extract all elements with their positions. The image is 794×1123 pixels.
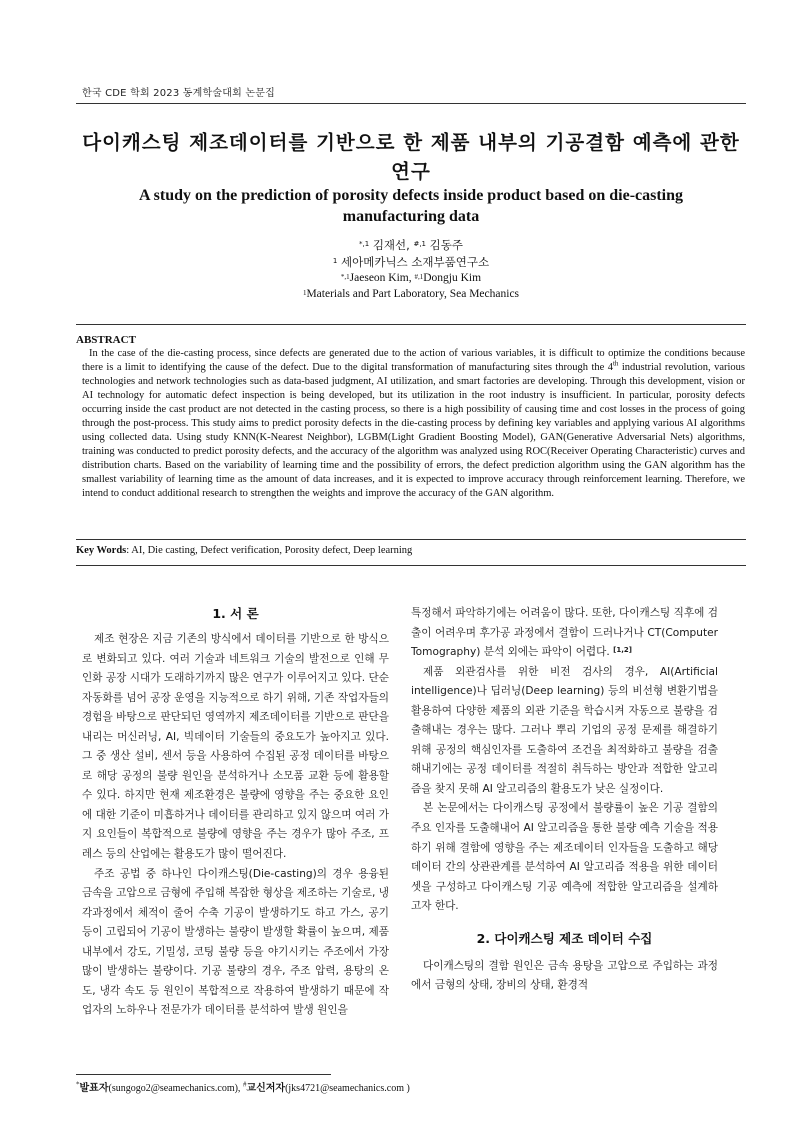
author-names-korean: $^{*,1}$ 김재선, $^{\#,1}$ 김동주: [358, 238, 463, 252]
abstract-bottom-rule: [76, 539, 746, 540]
paper-title-english: A study on the prediction of porosity defects inside product based on die-casting manufacturing data: [138, 187, 684, 225]
section-heading-introduction: 1. 서 론: [212, 606, 259, 621]
running-header: 한국 CDE 학회 2023 동계학술대회 논문집: [82, 88, 275, 99]
footnote-rule: [76, 1074, 331, 1075]
author-affiliation-english: $^1$Materials and Part Laboratory, Sea Mechanics: [302, 288, 520, 300]
body-paragraph: 다이캐스팅의 결함 원인은 금속 용탕을 고압으로 주입하는 과정에서 금형의 상태, 장비의 상태, 환경적: [411, 959, 718, 992]
body-paragraph: 특정해서 파악하기에는 어려움이 많다. 또한, 다이캐스팅 직후에 검출이 어려우며 후가공 과정에서 결함이 드러나거나 CT(Computer Tomography) 분석 외에는 파악이 어렵다. [1,2]: [411, 607, 718, 659]
body-paragraph: 제조 현장은 지금 기존의 방식에서 데이터를 기반으로 한 방식으로 변화되고 있다. 여러 기술과 네트워크 기술의 발전으로 인해 무인화 공장 시대가 도래하기까지 많은 연구가 이루어지고 있다. 단순 자동화를 넘어 공장 운영을 지능적으로 하기 위해, 기존 작업자들의 경험을 바탕으로 판단되던 영역까지 제조데이터를 기반으로 판단을 내리는 머신러닝, AI, 빅데이터 기술들의 중요도가 높아지고 있다. 그 중 생산 설비, 센서 등을 사용하여 수집된 공정 데이터를 바탕으로 해당 공정의 불량 원인을 분석하거나 소모품 교환 등에 활용할 수 있다. 하지만 현재 제조환경은 불량에 영향을 주는 중요한 요인에 대한 기준이 미흡하거나 데이터를 관리하고 있지 않으며 여러 가지 요인들이 복합적으로 불량에 영향을 주는 경우가 많아 주조, 프레스 등의 산업에는 활용도가 많이 떨어진다.: [82, 633, 389, 861]
header-rule: [76, 103, 746, 104]
author-names-english: $^{*,1}$Jaeseon Kim, $^{\#,1}$Dongju Kim: [340, 272, 482, 284]
author-footnote: *발표자(sungogo2@seamechanics.com), #교신저자(jks4721@seamechanics.com ): [76, 1080, 410, 1094]
body-paragraph: 제품 외관검사를 위한 비전 검사의 경우, AI(Artificial intelligence)나 딥러닝(Deep learning) 등의 비선형 변환기법을 활용하여 다양한 제품의 외관 기준을 학습시켜 자동으로 불량을 검출해내는 경우는 많다. 그러나 뿌리 기업의 공정 문제를 해결하기 위해 공정의 핵심인자를 도출하여 조건을 최적화하고 불량을 검출해내기에는 공정 데이터를 적절히 취득하는 방안과 적합한 알고리즘을 찾지 못해 AI 알고리즘의 활용도가 낮은 실정이다.: [411, 665, 718, 795]
abstract-label: ABSTRACT: [76, 334, 136, 346]
author-affiliation-korean: $^1$ 세아메카닉스 소재부품연구소: [332, 255, 490, 269]
paper-title-korean: 다이캐스팅 제조데이터를 기반으로 한 제품 내부의 기공결함 예측에 관한 연구: [82, 131, 740, 183]
abstract-text: In the case of the die-casting process, since defects are generated due to the action of various variables, it is difficult to optimize the conditions because there is a limit to identifying the cause of the defect. Due to the digital transformation of manufacturing sites through the 4th industrial revolution, various technologies and network technologies such as data-based judgment, AI utilization, and smart factories are developing. Through this development, vision or AI technology for automatic defect inspection is being developed, but its utilization in the root industry is insufficient. In particular, porosity defects occurring inside the cast product are not detected in the casting process, so there is a high possibility of causing time and cost losses in the process of going through the post-process. This study aims to predict porosity defects in the die-casting process by defining key variables and applying various AI algorithms using collected data. Using study KNN(K-Nearest Neighbor), LGBM(Light Gradient Boosting Model), GAN(Generative Adversarial Nets) algorithms, training was conducted to predict porosity defects, and the accuracy of the algorithm was analyzed using ROC(Receiver Operating Characteristic) curves and distribution charts. Based on the variability of learning time and the possibility of errors, the defect prediction algorithm using the GAN algorithm has the smallest variability of learning time as the amount of data increases, and it is expected to improve accuracy through reinforcement learning. Therefore, we intend to conduct additional research to strengthen the weights and improve the accuracy of the GAN algorithm.: [82, 348, 746, 500]
body-column-right: [411, 604, 718, 996]
keywords-rule: [76, 565, 746, 566]
section-heading-data-collection: 2. 다이캐스팅 제조 데이터 수집: [476, 930, 653, 946]
body-column-left: [82, 604, 389, 1021]
abstract-top-rule: [76, 324, 746, 325]
body-paragraph: 주조 공법 중 하나인 다이캐스팅(Die-casting)의 경우 용융된 금속을 고압으로 금형에 주입해 복잡한 형상을 제조하는 기술로, 냉각과정에서 체적이 줄어 수축 기공이 발생하기도 하고 가스, 공기 등이 고립되어 기공이 발생하는 불량이 발생할 확률이 높으며, 제품 내부에서 강도, 기밀성, 코팅 불량 등을 야기시키는 주조에서 가장 많이 발생하는 불량이다. 기공 불량의 경우, 주조 압력, 용탕의 온도, 냉각 속도 등 원인이 복합적으로 작용하여 발생하기 때문에 작업자의 노하우나 전문가가 데이터를 분석하여 발생 원인을: [82, 867, 389, 1017]
body-paragraph: 본 논문에서는 다이캐스팅 공정에서 불량률이 높은 기공 결함의 주요 인자를 도출해내어 AI 알고리즘을 통한 불량 예측 기술을 적용하기 위해 결함에 영향을 주는 제조데이터 인자들을 도출하고 해당 데이터 간의 상관관계를 분석하여 AI 알고리즘 적용을 위한 데이터 셋을 구성하고 다이캐스팅 기공 예측에 적합한 알고리즘을 설계하고자 한다.: [411, 802, 718, 913]
citation: [1,2]: [613, 646, 632, 655]
keywords: Key Words: AI, Die casting, Defect verification, Porosity defect, Deep learning: [76, 545, 413, 556]
